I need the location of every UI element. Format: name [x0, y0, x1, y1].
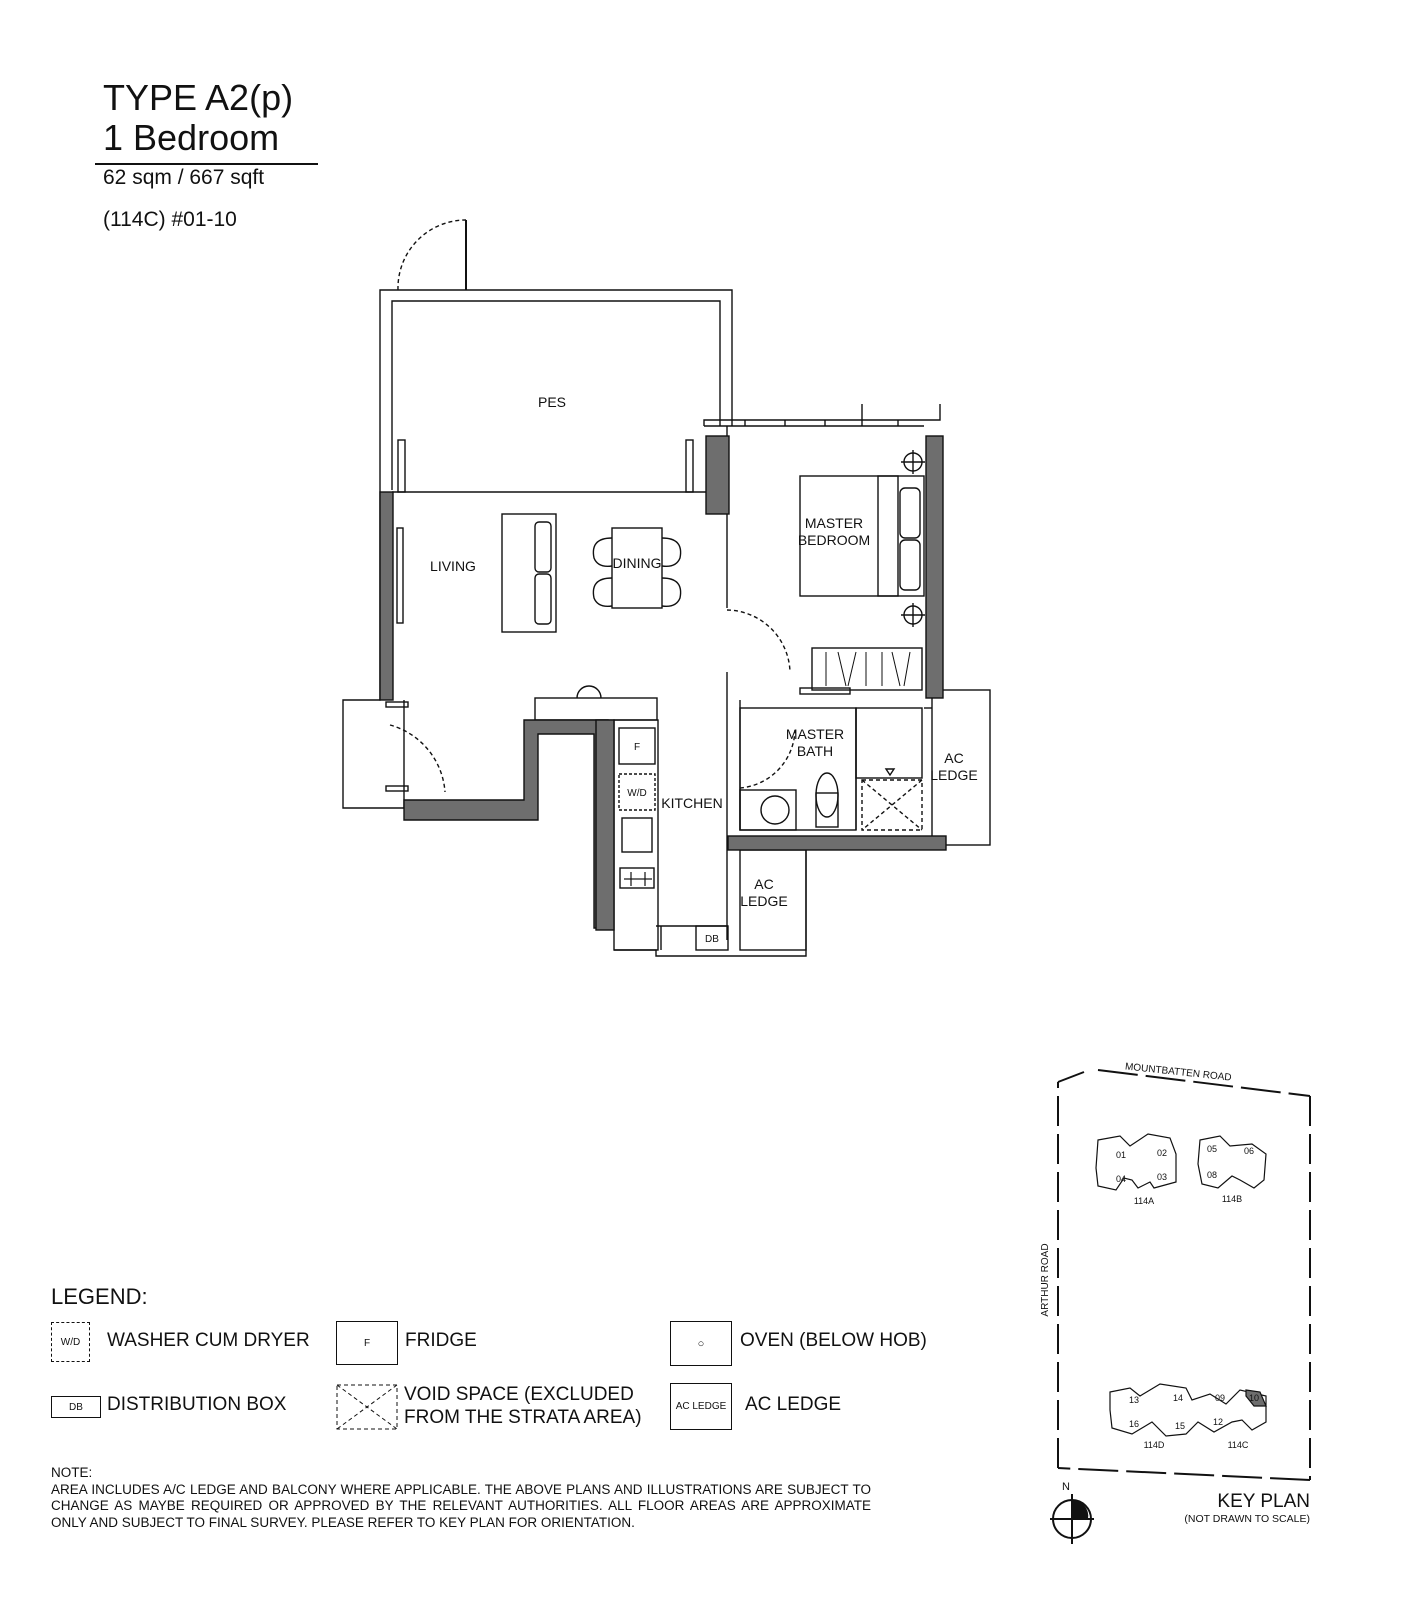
legend-label-oven: OVEN (BELOW HOB)	[740, 1330, 927, 1351]
legend-label-void-space-1: VOID SPACE (EXCLUDED	[404, 1384, 634, 1405]
note-heading: NOTE:	[51, 1465, 93, 1480]
key-unit-08: 08	[1206, 1170, 1218, 1180]
key-unit-15: 15	[1174, 1421, 1186, 1431]
room-label-master-bath-1: MASTER	[785, 726, 845, 742]
room-label-ac-ledge-lower-2: LEDGE	[740, 893, 788, 909]
key-unit-04: 04	[1115, 1174, 1127, 1184]
legend-symbol-distribution-box: DB	[51, 1396, 101, 1418]
room-label-dining: DINING	[612, 555, 662, 571]
key-block-114d: 114D	[1143, 1440, 1165, 1450]
key-unit-14: 14	[1172, 1393, 1184, 1403]
room-label-pes: PES	[537, 394, 567, 410]
legend-symbol-oven: ○	[670, 1321, 732, 1366]
structural-walls	[380, 436, 946, 930]
key-unit-16: 16	[1128, 1419, 1140, 1429]
key-unit-06: 06	[1243, 1146, 1255, 1156]
washer-dryer-mark: W/D	[627, 788, 647, 799]
key-unit-02: 02	[1156, 1148, 1168, 1158]
key-block-114b: 114B	[1221, 1194, 1243, 1204]
key-unit-12: 12	[1212, 1417, 1224, 1427]
key-unit-01: 01	[1115, 1150, 1127, 1160]
legend-label-distribution-box: DISTRIBUTION BOX	[107, 1394, 287, 1415]
legend-label-void-space-2: FROM THE STRATA AREA)	[404, 1407, 642, 1428]
note-block	[51, 1465, 871, 1531]
fridge-mark: F	[633, 742, 641, 753]
room-label-kitchen: KITCHEN	[661, 795, 723, 811]
key-unit-03: 03	[1156, 1172, 1168, 1182]
room-label-ac-ledge-right-1: AC	[944, 750, 964, 766]
note-text: AREA INCLUDES A/C LEDGE AND BALCONY WHERE APPLICABLE. THE ABOVE PLANS AND ILLUSTRATIONS ARE SUBJECT TO CHANGE AS MAYBE REQUIRED OR APPROVED BY THE RELEVANT AUTHORITIES. ALL FLOOR AREAS ARE APPROXIMATE ONLY AND SUBJECT TO FINAL SURVEY. PLEASE REFER TO KEY PLAN FOR ORIENTATION.	[51, 1481, 871, 1530]
legend-symbol-ac-ledge: AC LEDGE	[670, 1383, 732, 1430]
road-label-arthur: ARTHUR ROAD	[1040, 1243, 1051, 1317]
key-plan-subtitle: (NOT DRAWN TO SCALE)	[1184, 1513, 1310, 1525]
room-label-living: LIVING	[430, 558, 476, 574]
legend-symbol-fridge: F	[336, 1321, 398, 1365]
room-label-master-bath-2: BATH	[796, 743, 834, 759]
room-label-ac-ledge-lower-1: AC	[754, 876, 774, 892]
key-block-114a: 114A	[1133, 1196, 1155, 1206]
unit-number: (114C) #01-10	[103, 208, 237, 231]
legend-label-washer-dryer: WASHER CUM DRYER	[107, 1330, 310, 1351]
room-label-ac-ledge-right-2: LEDGE	[930, 767, 978, 783]
road-label-mountbatten: MOUNTBATTEN ROAD	[1124, 1061, 1233, 1084]
legend-symbol-void-space	[336, 1384, 398, 1430]
key-unit-09: 09	[1214, 1393, 1226, 1403]
bedroom-count: 1 Bedroom	[103, 117, 280, 158]
unit-type-title: TYPE A2(p)	[103, 77, 294, 118]
distribution-box-mark: DB	[705, 934, 719, 945]
north-label: N	[1062, 1481, 1070, 1493]
unit-area: 62 sqm / 667 sqft	[103, 166, 265, 189]
key-block-114c: 114C	[1227, 1440, 1249, 1450]
room-label-master-bedroom-1: MASTER	[804, 515, 864, 531]
legend-label-fridge: FRIDGE	[405, 1330, 477, 1351]
legend-label-ac-ledge: AC LEDGE	[745, 1394, 842, 1415]
legend-title: LEGEND:	[51, 1284, 148, 1309]
key-unit-10: 10	[1248, 1393, 1260, 1403]
key-unit-13: 13	[1128, 1395, 1140, 1405]
key-unit-05: 05	[1206, 1144, 1218, 1154]
legend-symbol-washer-dryer: W/D	[51, 1322, 90, 1362]
key-plan-title: KEY PLAN	[1217, 1491, 1310, 1512]
room-label-master-bedroom-2: BEDROOM	[797, 532, 871, 548]
north-arrow-icon	[1050, 1494, 1094, 1544]
